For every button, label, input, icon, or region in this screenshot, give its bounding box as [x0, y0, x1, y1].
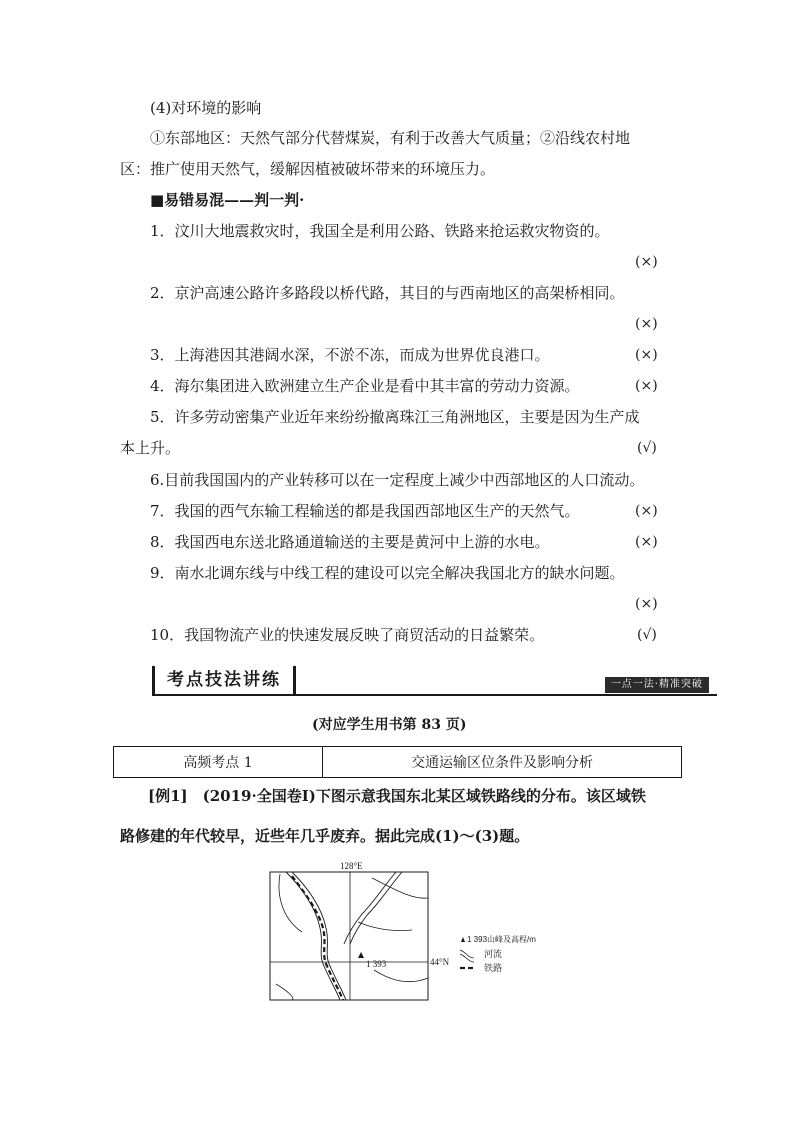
judge-item-1-text: 1．汶川大地震救灾时，我国全是利用公路、铁路来抢运救灾物资的。 — [150, 222, 610, 240]
contour-line — [279, 874, 302, 932]
section-body-line-1: ①东部地区：天然气部分代替煤炭，有利于改善大气质量；②沿线农村地 — [150, 129, 631, 147]
legend-railway-label: 铁路 — [484, 963, 503, 973]
railway-map — [262, 858, 562, 1004]
banner-tag: 一点一法·精准突破 — [605, 677, 709, 693]
judge-item-6-text: 6.目前我国国内的产业转移可以在一定程度上减少中西部地区的人口流动。 — [150, 471, 645, 489]
kaodian-table — [113, 746, 682, 778]
banner-title: 考点技法讲练 — [152, 666, 296, 694]
judge-item-10-text: 10．我国物流产业的快速发展反映了商贸活动的日益繁荣。 — [150, 626, 545, 644]
map-frame — [270, 872, 428, 1000]
river — [350, 872, 402, 944]
legend-river-icon — [460, 950, 474, 962]
page-reference: (对应学生用书第 83 页) — [312, 717, 467, 733]
example-line-1: [例1] (2019·全国卷Ⅰ)下图示意我国东北某区域铁路线的分布。该区域铁 — [148, 787, 646, 805]
section-body-line-2: 区：推广使用天然气，缓解因植被破坏带来的环境压力。 — [120, 160, 496, 178]
legend-river-label: 河流 — [484, 949, 503, 959]
judge-item-5-text-cont: 本上升。 — [120, 439, 181, 457]
section-banner — [152, 666, 717, 698]
banner-rule — [152, 694, 717, 696]
judge-item-10-mark: (√) — [637, 627, 657, 643]
mountain-peak-icon — [358, 952, 364, 958]
judge-item-4-text: 4．海尔集团进入欧洲建立生产企业是看中其丰富的劳动力资源。 — [150, 377, 580, 395]
judge-item-9-text: 9．南水北调东线与中线工程的建设可以完全解决我国北方的缺水问题。 — [150, 564, 625, 582]
longitude-label: 128°E — [340, 861, 363, 871]
contour-line — [372, 878, 428, 898]
contour-line — [276, 984, 293, 1000]
river — [358, 922, 412, 931]
judge-item-9-mark: (×) — [635, 596, 658, 612]
legend-peak-label: 1 393山峰及高程/m — [467, 935, 536, 944]
contour-line — [374, 970, 428, 982]
judge-item-8-text: 8．我国西电东送北路通道输送的主要是黄河中上游的水电。 — [150, 533, 550, 551]
judge-item-2-mark: (×) — [635, 316, 658, 332]
river — [344, 872, 396, 944]
example-line-2: 路修建的年代较早，近些年几乎废弃。据此完成(1)～(3)题。 — [120, 827, 530, 845]
judge-item-5-text: 5．许多劳动密集产业近年来纷纷撤离珠江三角洲地区，主要是因为生产成 — [150, 408, 640, 426]
judge-item-2-text: 2．京沪高速公路许多路段以桥代路，其目的与西南地区的高架桥相同。 — [150, 284, 625, 302]
peak-elevation-label: 1 393 — [366, 959, 387, 969]
legend-peak-icon — [461, 937, 465, 942]
judge-item-3-mark: (×) — [635, 347, 658, 363]
kaodian-topic: 交通运输区位条件及影响分析 — [323, 747, 682, 778]
judge-heading: ■易错易混——判一判· — [150, 191, 305, 209]
judge-item-1-mark: (×) — [635, 254, 658, 270]
river — [292, 872, 346, 1000]
judge-item-4-mark: (×) — [635, 378, 658, 394]
kaodian-label: 高频考点 1 — [114, 747, 323, 778]
judge-item-8-mark: (×) — [635, 534, 658, 550]
judge-item-5-mark: (√) — [637, 440, 657, 456]
judge-item-7-text: 7．我国的西气东输工程输送的都是我国西部地区生产的天然气。 — [150, 502, 580, 520]
judge-item-3-text: 3．上海港因其港阔水深，不淤不冻，而成为世界优良港口。 — [150, 346, 550, 364]
judge-item-7-mark: (×) — [635, 503, 658, 519]
latitude-label: 44°N — [430, 957, 450, 967]
section-title: (4)对环境的影响 — [150, 99, 262, 117]
railway-line — [292, 876, 343, 1000]
river — [286, 872, 340, 1000]
